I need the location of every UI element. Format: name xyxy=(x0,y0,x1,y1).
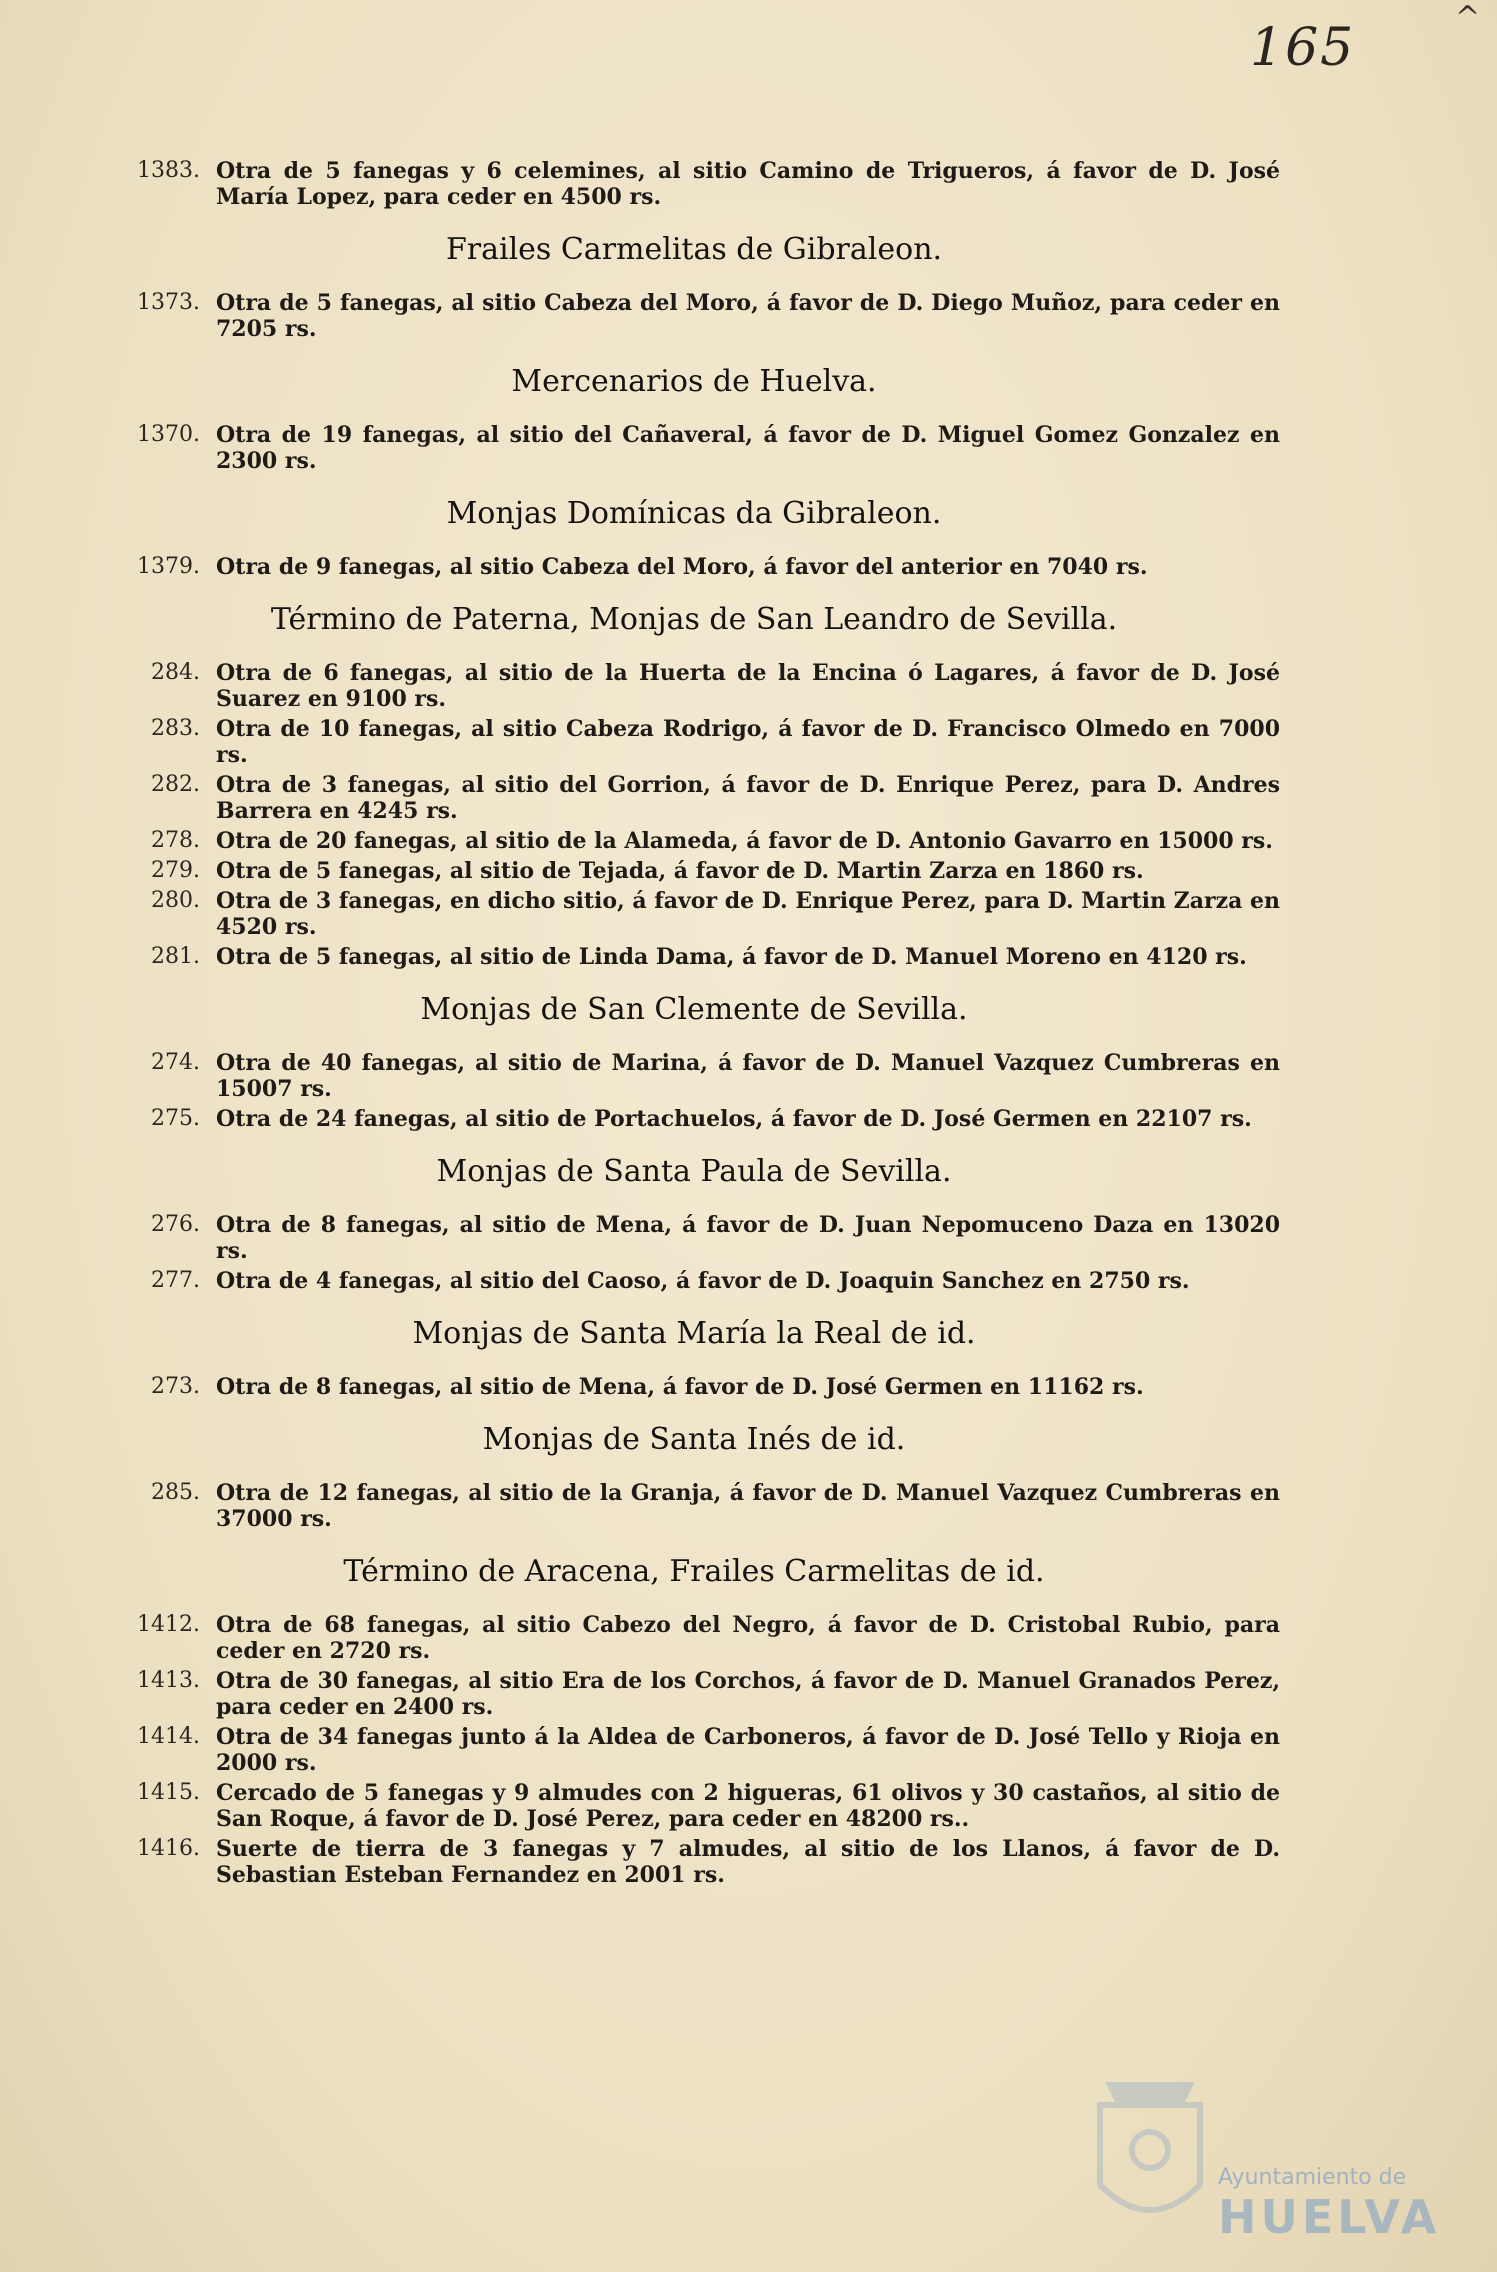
entry-number: 283. xyxy=(151,716,200,741)
entry-text: Otra de 8 fanegas, al sitio de Mena, á favor de D. José Germen en 11162 rs. xyxy=(216,1374,1144,1400)
entry-number: 273. xyxy=(151,1374,200,1399)
entry-row xyxy=(108,1268,1280,1294)
watermark-line1: Ayuntamiento de xyxy=(1218,2165,1407,2190)
entry-text: Otra de 5 fanegas y 6 celemines, al sitio Camino de Trigueros, á favor de D. José María Lopez, para ceder en 4500 rs. xyxy=(216,158,1280,210)
entry-row xyxy=(108,1612,1280,1664)
entry-number: 280. xyxy=(151,888,200,913)
document-body xyxy=(108,150,1280,1892)
section-heading: Término de Aracena, Frailes Carmelitas de id. xyxy=(343,1554,1045,1589)
entry-row xyxy=(108,1780,1280,1832)
section-heading: Monjas de Santa Inés de id. xyxy=(482,1422,906,1457)
entry-row xyxy=(108,1106,1280,1132)
entry-number: 277. xyxy=(151,1268,200,1293)
entry-row xyxy=(108,858,1280,884)
entry-number: 284. xyxy=(151,660,200,685)
entry-number: 281. xyxy=(151,944,200,969)
entry-number: 1413. xyxy=(137,1668,200,1693)
entry-number: 278. xyxy=(151,828,200,853)
entry-number: 1415. xyxy=(137,1780,200,1805)
entry-text: Otra de 24 fanegas, al sitio de Portachuelos, á favor de D. José Germen en 22107 rs. xyxy=(216,1106,1252,1132)
entry-text: Otra de 68 fanegas, al sitio Cabezo del Negro, á favor de D. Cristobal Rubio, para ceder en 2720 rs. xyxy=(216,1612,1280,1664)
entry-number: 1370. xyxy=(137,422,200,447)
entry-row xyxy=(108,716,1280,768)
entry-row xyxy=(108,1212,1280,1264)
entry-row xyxy=(108,660,1280,712)
entry-row xyxy=(108,1668,1280,1720)
section-heading: Monjas Domínicas da Gibraleon. xyxy=(446,496,942,531)
entry-number: 279. xyxy=(151,858,200,883)
entry-row xyxy=(108,1374,1280,1400)
entry-row xyxy=(108,944,1280,970)
entry-number: 1373. xyxy=(137,290,200,315)
entry-text: Otra de 8 fanegas, al sitio de Mena, á favor de D. Juan Nepomuceno Daza en 13020 rs. xyxy=(216,1212,1280,1264)
section-heading: Frailes Carmelitas de Gibraleon. xyxy=(445,232,943,267)
entry-row xyxy=(108,828,1280,854)
entry-text: Suerte de tierra de 3 fanegas y 7 almudes, al sitio de los Llanos, á favor de D. Sebastian Esteban Fernandez en 2001 rs. xyxy=(216,1836,1280,1888)
entry-text: Otra de 5 fanegas, al sitio Cabeza del Moro, á favor de D. Diego Muñoz, para ceder en 7205 rs. xyxy=(216,290,1280,342)
entry-text: Otra de 12 fanegas, al sitio de la Granja, á favor de D. Manuel Vazquez Cumbreras en 37000 rs. xyxy=(216,1480,1280,1532)
entry-row xyxy=(108,554,1280,580)
entry-number: 1379. xyxy=(137,554,200,579)
entry-row xyxy=(108,772,1280,824)
entry-row xyxy=(108,1836,1280,1888)
entry-number: 276. xyxy=(151,1212,200,1237)
entry-row xyxy=(108,290,1280,342)
entry-number: 1416. xyxy=(137,1836,200,1861)
entry-text: Otra de 19 fanegas, al sitio del Cañaveral, á favor de D. Miguel Gomez Gonzalez en 2300 rs. xyxy=(216,422,1280,474)
entry-text: Otra de 3 fanegas, en dicho sitio, á favor de D. Enrique Perez, para D. Martin Zarza en 4520 rs. xyxy=(216,888,1280,940)
entry-number: 1414. xyxy=(137,1724,200,1749)
entry-number: 1383. xyxy=(137,158,200,183)
corner-mark: ^ xyxy=(1455,0,1481,35)
entry-number: 274. xyxy=(151,1050,200,1075)
entry-row xyxy=(108,158,1280,210)
entry-row xyxy=(108,888,1280,940)
entry-number: 285. xyxy=(151,1480,200,1505)
entry-row xyxy=(108,1050,1280,1102)
entry-text: Otra de 5 fanegas, al sitio de Linda Dama, á favor de D. Manuel Moreno en 4120 rs. xyxy=(216,944,1247,970)
entry-text: Otra de 4 fanegas, al sitio del Caoso, á favor de D. Joaquin Sanchez en 2750 rs. xyxy=(216,1268,1190,1294)
section-heading: Monjas de Santa Paula de Sevilla. xyxy=(436,1154,952,1189)
entry-text: Otra de 5 fanegas, al sitio de Tejada, á favor de D. Martin Zarza en 1860 rs. xyxy=(216,858,1144,884)
entry-number: 282. xyxy=(151,772,200,797)
entry-text: Otra de 30 fanegas, al sitio Era de los Corchos, á favor de D. Manuel Granados Perez, para ceder en 2400 rs. xyxy=(216,1668,1280,1720)
entry-row xyxy=(108,1480,1280,1532)
section-heading: Monjas de Santa María la Real de id. xyxy=(412,1316,976,1351)
entry-text: Otra de 34 fanegas junto á la Aldea de Carboneros, á favor de D. José Tello y Rioja en 2000 rs. xyxy=(216,1724,1280,1776)
entry-text: Otra de 6 fanegas, al sitio de la Huerta de la Encina ó Lagares, á favor de D. José Suarez en 9100 rs. xyxy=(216,660,1280,712)
entry-row xyxy=(108,1724,1280,1776)
entry-text: Cercado de 5 fanegas y 9 almudes con 2 higueras, 61 olivos y 30 castaños, al sitio de San Roque, á favor de D. José Perez, para ceder en 48200 rs.. xyxy=(216,1780,1280,1832)
entry-text: Otra de 20 fanegas, al sitio de la Alameda, á favor de D. Antonio Gavarro en 15000 rs. xyxy=(216,828,1273,854)
section-heading: Término de Paterna, Monjas de San Leandro de Sevilla. xyxy=(270,602,1118,637)
folio-number: 165 xyxy=(1250,18,1356,78)
entry-text: Otra de 10 fanegas, al sitio Cabeza Rodrigo, á favor de D. Francisco Olmedo en 7000 rs. xyxy=(216,716,1280,768)
entry-text: Otra de 40 fanegas, al sitio de Marina, á favor de D. Manuel Vazquez Cumbreras en 15007 rs. xyxy=(216,1050,1280,1102)
entry-row xyxy=(108,422,1280,474)
entry-text: Otra de 3 fanegas, al sitio del Gorrion, á favor de D. Enrique Perez, para D. Andres Barrera en 4245 rs. xyxy=(216,772,1280,824)
entry-number: 275. xyxy=(151,1106,200,1131)
entry-text: Otra de 9 fanegas, al sitio Cabeza del Moro, á favor del anterior en 7040 rs. xyxy=(216,554,1148,580)
entry-number: 1412. xyxy=(137,1612,200,1637)
section-heading: Monjas de San Clemente de Sevilla. xyxy=(420,992,968,1027)
watermark-line2: HUELVA xyxy=(1218,2190,1441,2244)
section-heading: Mercenarios de Huelva. xyxy=(511,364,877,399)
